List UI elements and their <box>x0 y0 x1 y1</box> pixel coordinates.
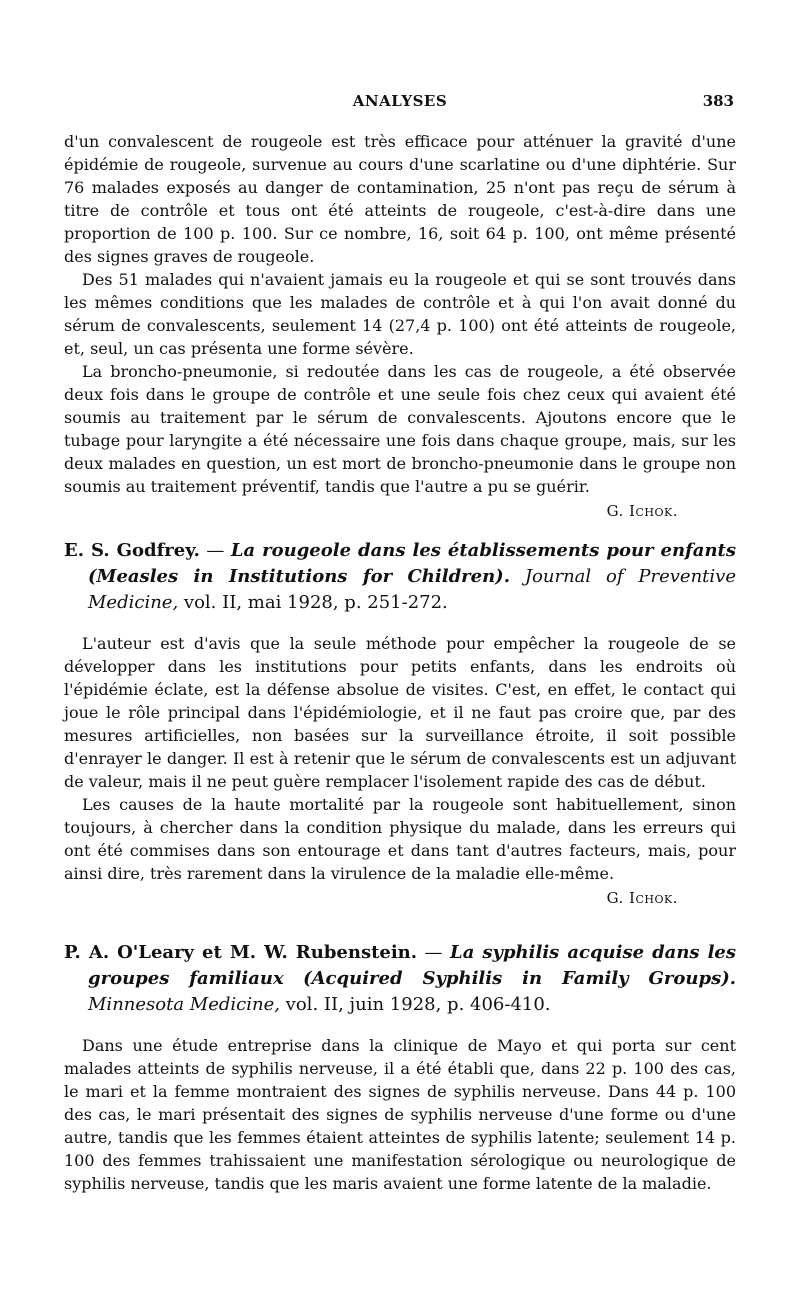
bibliographic-reference <box>64 940 736 1018</box>
article-title: La syphilis acquise dans les groupes familiaux <box>88 942 736 989</box>
article-title: La rougeole dans les établissements pour enfants <box>230 540 736 561</box>
bibliographic-reference <box>64 538 736 616</box>
running-title: ANALYSES <box>352 92 448 110</box>
paragraph: d'un convalescent de rougeole est très efficace pour atténuer la gravité d'une épidémie de rougeole, survenue au cours d'une scarlatine ou d'une diphtérie. Sur 76 malades exposés au danger de contamination, 25 n'ont pas reçu de sérum à titre de contrôle et tous ont été atteints de rougeole, c'est-à-dire dans une proportion de 100 p. 100. Sur ce nombre, 16, soit 64 p. 100, ont même présenté des signes graves de rougeole. <box>64 132 736 266</box>
paragraph: L'auteur est d'avis que la seule méthode pour empêcher la rougeole de se développer dans les institutions pour petits enfants, dans les endroits où l'épidémie éclate, est la défense absolue de visites. C'est, en effet, le contact qui joue le rôle principal dans l'épidémiologie, et il ne faut pas croire que, par des mesures artificielles, non basées sur la surveillance étroite, il soit possible d'enrayer le danger. Il est à retenir que le sérum de convalescents est un adjuvant de valeur, mais il ne peut guère remplacer l'isolement rapide des cas de début. <box>64 634 736 791</box>
paragraph: Dans une étude entreprise dans la clinique de Mayo et qui porta sur cent malades atteints de syphilis nerveuse, il a été établi que, dans 22 p. 100 des cas, le mari et la femme montraient des signes de syphilis nerveuse. Dans 44 p. 100 des cas, le mari présentait des signes de syphilis nerveuse d'une forme ou d'une autre, tandis que les femmes étaient atteintes de syphilis latente; seulement 14 p. 100 des femmes trahissaient une manifestation sérologique ou neurologique de syphilis nerveuse, tandis que les maris avaient une forme latente de la maladie. <box>64 1036 736 1193</box>
running-header <box>64 92 736 116</box>
journal-name: Minnesota Medicine, <box>88 994 280 1015</box>
paragraph: Des 51 malades qui n'avaient jamais eu la rougeole et qui se sont trouvés dans les mêmes conditions que les malades de contrôle et à qui l'on avait donné du sérum de convalescents, seulement 14 (27,4 p. 100) ont été atteints de rougeole, et, seul, un cas présenta une forme sévère. <box>64 270 736 358</box>
dash: — <box>199 540 231 561</box>
review-godfrey <box>64 538 736 909</box>
page-number: 383 <box>702 92 734 110</box>
journal-name: Journal of Preventive Medicine, <box>88 566 736 613</box>
paragraph: Les causes de la haute mortalité par la rougeole sont habituellement, sinon toujours, à chercher dans la condition physique du malade, dans les erreurs qui ont été commises dans son entourage et dans tant d'autres facteurs, mais, pour ainsi dire, très rarement dans la virulence de la maladie elle-même. <box>64 795 736 883</box>
english-title: (Acquired Syphilis in Family Groups). <box>303 968 736 989</box>
author: E. S. Godfrey. <box>64 540 200 561</box>
publication-details: vol. II, juin 1928, p. 406-410. <box>279 994 551 1015</box>
author: P. A. O'Leary et M. W. Rubenstein. <box>64 942 418 963</box>
publication-details: vol. II, mai 1928, p. 251-272. <box>178 592 448 613</box>
paragraph: La broncho-pneumonie, si redoutée dans les cas de rougeole, a été observée deux fois dans le groupe de contrôle et une seule fois chez ceux qui avaient été soumis au traitement par le sérum de convalescents. Ajoutons encore que le tubage pour laryngite a été nécessaire une fois dans chaque groupe, mais, sur les deux malades en question, un est mort de broncho-pneumonie dans le groupe non soumis au traitement préventif, tandis que l'autre a pu se guérir. <box>64 362 736 496</box>
dash: — <box>417 942 451 963</box>
english-title: (Measles in Institutions for Children). <box>88 566 510 587</box>
reviewer-signature: G. Ichok. <box>606 502 678 520</box>
review-oleary <box>64 940 736 1195</box>
reviewer-signature: G. Ichok. <box>606 889 678 907</box>
review-continuation <box>64 130 736 522</box>
